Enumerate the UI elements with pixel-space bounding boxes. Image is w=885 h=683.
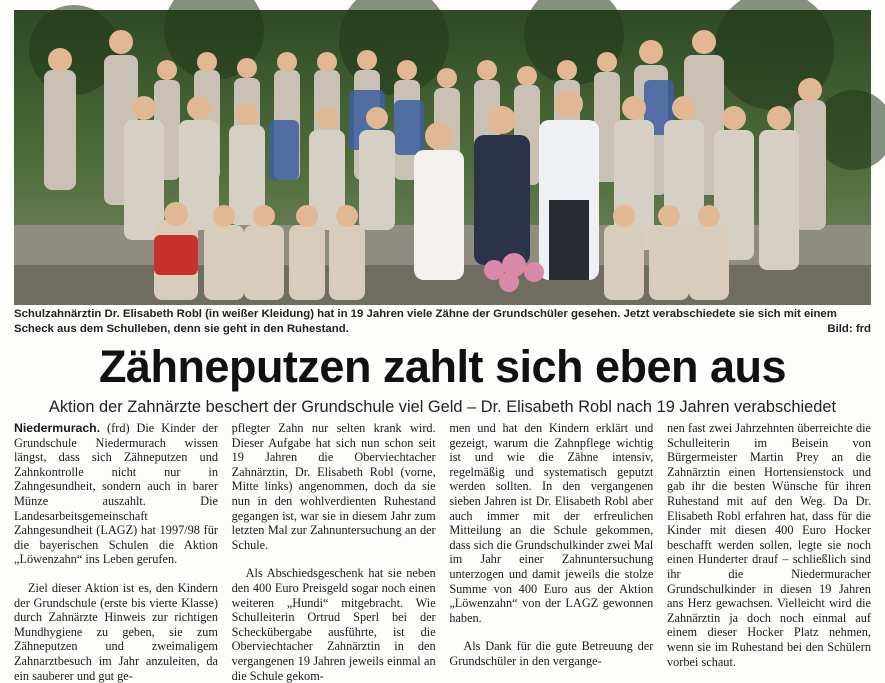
- caption-text: Schulzahnärztin Dr. Elisabeth Robl (in weißer Kleidung) hat in 19 Jahren viele Zähne der Grundschüler gesehen. Jetzt verabschiedete sie sich mit einem Scheck aus dem Schulleben, denn sie geht in den Ruhestand.: [14, 308, 837, 335]
- paragraph: Als Abschiedsgeschenk hat sie neben den 400 Euro Preisgeld sogar noch einen weiteren „Hundi“ mitgebracht. Wie Schulleiterin Ortrud Sperl bei der Scheckübergabe ausführte, ist die Oberviechtacher Zahnärztin in den vergangenen 19 Jahren jeweils einmal an die Schule gekom-: [231, 566, 436, 683]
- paragraph: men und hat den Kindern erklärt und gezeigt, warum die Zahnpflege wichtig ist und wie die Zähne intensiv, regelmäßig und systematisch geputzt werden sollten. In den vergangenen sieben Jahren ist Dr. Elisabeth Robl aber auch immer mit der erfreulichen Mitteilung an die Schule gekommen, dass sich die Grundschulkinder zwei Mal im Jahr einer Zahnuntersuchung unterzogen und damit jeweils die stolze Summe von 400 Euro aus der Aktion „Löwenzahn“ von der LAGZ gewonnen haben.: [449, 421, 654, 625]
- paragraph: nen fast zwei Jahrzehnten überreichte die Schulleiterin im Beisein von Bürgermeister Martin Prey an die Zahnärztin einen Hortensienstock und gab ihr die besten Wünsche für ihren Ruhestand mit auf den Weg. Da Dr. Elisabeth Robl erfahren hat, dass für die Kinder mit diesen 400 Euro Hocker beschafft werden sollen, legte sie noch einen Hunderter drauf – schließlich sind ihr die Niedermuracher Grundschulkinder in diesen 19 Jahren ans Herz gewachsen. Vielleicht wird die Zahnärztin ja doch noch einmal auf einem dieser Hocker Platz nehmen, wenn sie im Ruhestand bei den Schülern vorbei schaut.: [666, 421, 871, 669]
- paragraph: Als Dank für die gute Betreuung der Grundschüler in den vergange-: [449, 639, 654, 668]
- article-headline: Zähneputzen zahlt sich eben aus: [98, 341, 787, 392]
- group-photo: [14, 10, 871, 305]
- article-column-3: [449, 421, 653, 668]
- article-column-4: [667, 421, 871, 668]
- paragraph: [14, 421, 218, 567]
- article-column-1: [14, 421, 218, 683]
- dateline: Niedermurach.: [14, 421, 101, 435]
- photo-caption: [14, 307, 871, 337]
- article-body: [14, 421, 871, 683]
- article-column-2: [231, 421, 436, 683]
- photo-credit: Bild: frd: [827, 323, 871, 335]
- paragraph: Ziel dieser Aktion ist es, den Kindern der Grundschule (erste bis vierte Klasse) durch Zahnärzte Hinweis zur richtigen Mundhygiene zu geben, sie zum Zähneputzen und zweimaligem Zahnarztbesuch im Jahr anzuleiten, da ein sauberer und gut ge-: [14, 580, 218, 683]
- paragraph: pflegter Zahn nur selten krank wird. Dieser Aufgabe hat sich nun schon seit 19 Jahren die Oberviechtacher Zahnärztin, Dr. Elisabeth Robl (vorne, Mitte links) angenommen, doch da sie nun in den wohlverdienten Ruhestand gegangen ist, war sie in diesem Jahr zum letzten Mal zur Zahnuntersuchung an der Schule.: [231, 421, 436, 552]
- paragraph-text: (frd) Die Kinder der Grundschule Niedermurach wissen längst, dass sich Zähneputzen und Zahnkontrolle nicht nur in Zahngesundheit, sondern auch in barer Münze auszahlt. Die Landesarbeitsgemeinschaft Zahngesundheit (LAGZ) hat 1997/98 für die bayerischen Schulen die Aktion „Löwenzahn“ ins Leben gerufen.: [14, 421, 218, 567]
- article-subheadline: Aktion der Zahnärzte beschert der Grundschule viel Geld – Dr. Elisabeth Robl nach 19 Jahren verabschiedet: [48, 398, 837, 416]
- group-photo-illustration: [14, 10, 871, 305]
